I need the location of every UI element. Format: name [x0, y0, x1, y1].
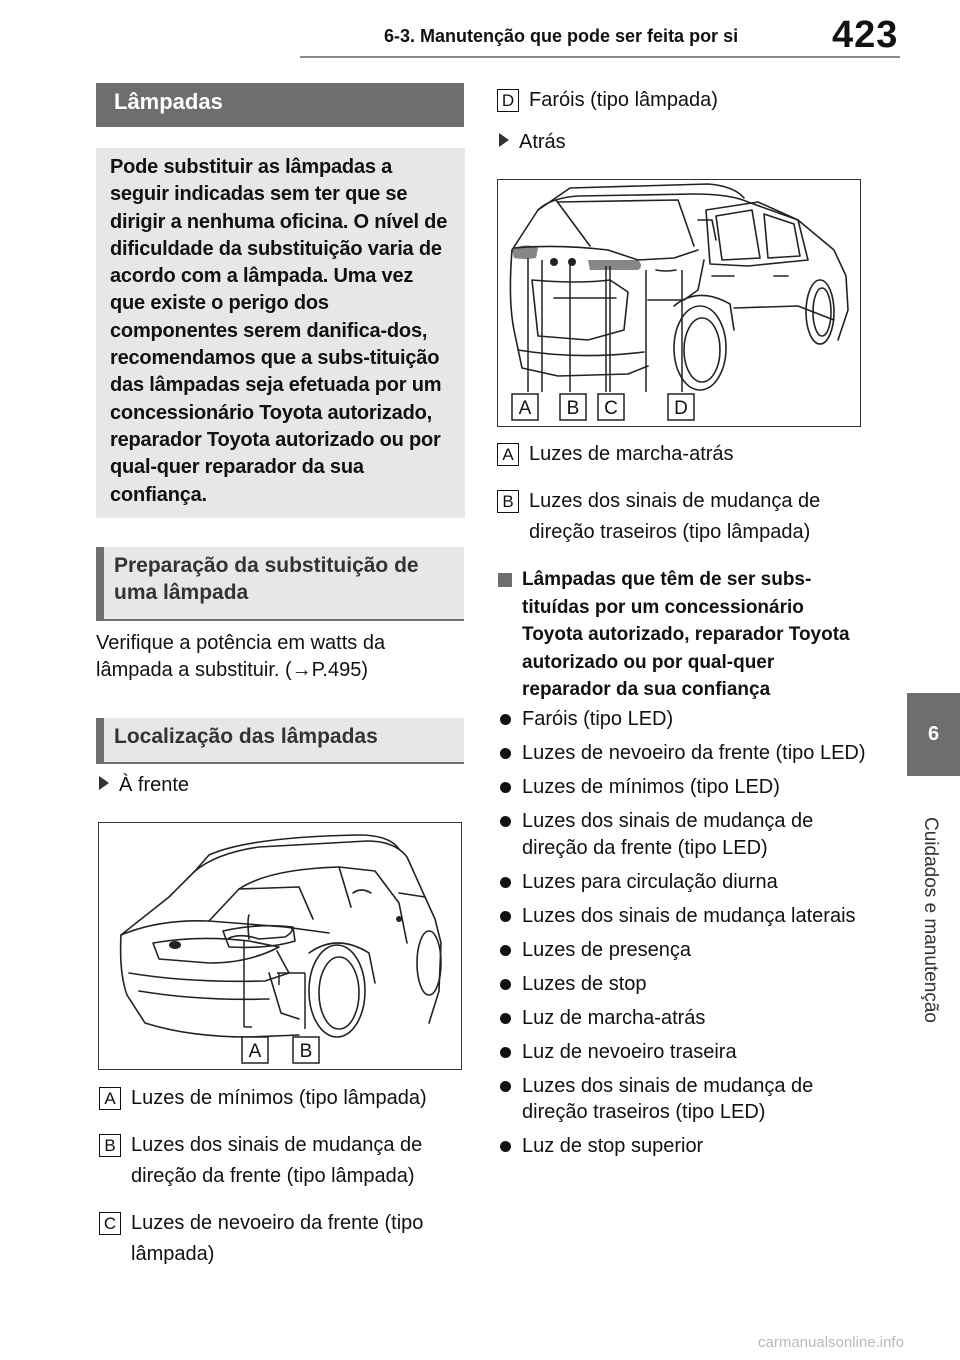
legend-text: Faróis (tipo lâmpada): [529, 89, 718, 111]
legend-text: Luzes de nevoeiro da frente (tipo lâmpada): [131, 1212, 424, 1265]
rear-car-illustration: [498, 180, 860, 426]
list-item: Luz de stop superior: [498, 1133, 868, 1160]
rear-callout-c-text: C: [604, 398, 618, 419]
section-header: 6-3. Manutenção que pode ser feita por si: [384, 26, 739, 46]
legend-text: Luzes dos sinais de mudança de direção da frente (tipo lâmpada): [131, 1134, 423, 1187]
front-subheading: À frente: [99, 772, 189, 799]
list-item: Luzes para circulação diurna: [498, 869, 868, 896]
front-legend-d: [497, 85, 867, 116]
list-item: Luzes de nevoeiro da frente (tipo LED): [498, 740, 868, 767]
legend-letter: C: [99, 1212, 121, 1235]
rear-callout-b-text: B: [566, 398, 580, 419]
preparation-text-line1: Verifique a potência em watts da: [96, 632, 386, 654]
rear-legend-a: [497, 439, 867, 470]
legend-text: Luzes de mínimos (tipo lâmpada): [131, 1087, 427, 1109]
list-item: Luzes de mínimos (tipo LED): [498, 774, 868, 801]
list-item: Luzes de presença: [498, 937, 868, 964]
rear-callout-a-text: A: [518, 398, 532, 419]
section-location-title: Localização das lâmpadas: [96, 718, 464, 764]
section-preparation-title: Preparação da substituição de uma lâmpada: [96, 547, 464, 621]
front-car-figure: [98, 822, 462, 1070]
page-number: 423: [832, 14, 899, 56]
legend-letter: D: [497, 89, 519, 112]
intro-box: Pode substituir as lâmpadas a seguir indicadas sem ter que se dirigir a nenhuma oficina. O nível de dificuldade da substituição varia de acordo com a lâmpada. Uma vez que existe o perigo dos componentes serem danifica-dos, recomendamos que a subs-tituição das lâmpadas seja efetuada por um concessionário Toyota autorizado, reparador Toyota autorizado ou por qual-quer reparador da sua confiança.: [96, 148, 465, 518]
chapter-side-text: Cuidados e manutenção: [920, 817, 941, 1023]
watermark: carmanualsonline.info: [758, 1334, 904, 1351]
list-item: Faróis (tipo LED): [498, 706, 868, 733]
rear-subheading: Atrás: [499, 129, 566, 156]
legend-letter: B: [497, 490, 519, 513]
lampadas-title-bar: Lâmpadas: [96, 83, 464, 127]
list-item: Luz de nevoeiro traseira: [498, 1039, 868, 1066]
front-callout-a-text: A: [248, 1041, 262, 1062]
list-item: Luzes dos sinais de mudança laterais: [498, 903, 868, 930]
list-item: Luz de marcha-atrás: [498, 1005, 868, 1032]
square-bullet-icon: [498, 573, 512, 587]
chapter-tab[interactable]: 6: [907, 693, 960, 776]
preparation-text-line2[interactable]: lâmpada a substituir. (→P.495): [96, 659, 369, 681]
list-item: Luzes de stop: [498, 971, 868, 998]
legend-letter: A: [99, 1087, 121, 1110]
front-legend-c: [99, 1208, 469, 1270]
front-callout-b-text: B: [299, 1041, 313, 1062]
rear-callout-d-text: D: [674, 398, 688, 419]
legend-text: Luzes de marcha-atrás: [529, 443, 734, 465]
header-rule: [300, 56, 900, 58]
legend-letter: B: [99, 1134, 121, 1157]
legend-text: Luzes dos sinais de mudança de direção traseiros (tipo lâmpada): [529, 490, 821, 543]
list-item: Luzes dos sinais de mudança de direção da frente (tipo LED): [498, 808, 868, 861]
legend-letter: A: [497, 443, 519, 466]
chapter-side-label: [905, 800, 955, 1040]
front-legend-b: [99, 1130, 469, 1192]
front-legend-a: [99, 1083, 469, 1114]
rear-legend-b: [497, 486, 867, 548]
front-car-illustration: [99, 823, 461, 1069]
rear-car-figure: [497, 179, 861, 427]
list-item: Luzes dos sinais de mudança de direção traseiros (tipo LED): [498, 1073, 868, 1126]
dealer-lamp-list: [498, 706, 868, 1167]
dealer-heading: Lâmpadas que têm de ser subs-tituídas por um concessionário Toyota autorizado, reparador Toyota autorizado ou por qual-quer reparador da sua confiança: [522, 569, 850, 700]
